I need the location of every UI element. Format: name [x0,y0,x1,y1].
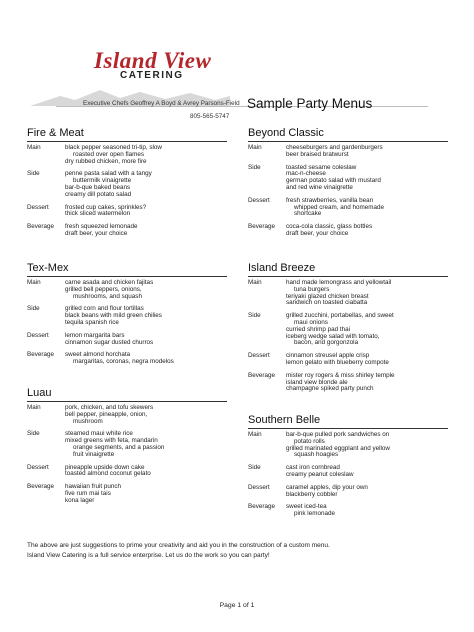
menu-category: Beverage [27,483,54,491]
menu-item: mushroom [73,417,103,425]
menu-row [27,280,227,300]
menu-category: Beverage [248,223,275,231]
section-rows [27,280,227,366]
menu-item: cheeseburgers and gardenburgers [286,144,383,151]
menu-items [286,432,448,459]
menu-items [286,198,448,218]
menu-item: buttermilk vinaigrette [73,177,132,185]
menu-item: fresh squeezed lemonade [65,223,138,231]
menu-row [27,333,227,347]
menu-row [248,165,448,192]
menu-items [286,145,448,159]
menu-row [27,431,227,458]
menu-category: Side [248,163,261,171]
menu-row [27,171,227,198]
menu-items [65,352,227,366]
menu-category: Dessert [248,352,270,360]
section-rows [27,145,227,238]
menu-items [65,405,227,425]
menu-item: sweet iced-tea [286,503,327,511]
menu-items [286,373,448,393]
section-title: Fire & Meat [27,127,227,142]
section-luau [27,387,227,505]
menu-item: carne asada and chicken fajitas [65,279,154,286]
menu-item: bell pepper, pineapple, onion, [65,410,148,418]
section-rows [248,280,448,393]
menu-row [248,145,448,159]
menu-item: bar-b-que pulled pork sandwiches on [286,431,390,438]
menu-item: grilled bell peppers, onions, [65,285,142,293]
chefs-line: Executive Chefs Geoffrey A Boyd & Avrey Parsons-Field [83,100,240,107]
footer-line-1: The above are just suggestions to prime your creativity and aid you in the construction of a custom menu. [27,542,330,549]
menu-category: Main [248,431,262,438]
menu-row [248,353,448,367]
menu-item: black beans with mild green chilies [65,312,162,320]
menu-item: coca-cola classic, glass bottles [286,223,373,231]
menu-item: mac-n-cheese [286,170,326,178]
menu-items [65,224,227,238]
menu-item: orange segments, and a passion [73,443,165,451]
menu-category: Dessert [248,483,270,491]
menu-item: and red wine vinaigrette [286,183,353,191]
menu-item: roasted over open flames [73,150,145,158]
menu-category: Beverage [248,503,275,511]
menu-category: Dessert [27,331,49,339]
menu-item: beer braised bratwurst [286,150,349,158]
menu-item: mister roy rogers & miss shirley temple [286,371,395,379]
menu-item: creamy peanut coleslaw [286,470,354,478]
menu-item: frosted cup cakes, sprinkles? [65,203,147,211]
menu-item: kona lager [65,496,95,504]
menu-items [65,306,227,326]
menu-item: grilled zucchini, portabellas, and sweet [286,312,394,320]
menu-item: hand made lemongrass and yellowtail [286,279,392,286]
menu-category: Main [248,144,262,151]
menu-items [286,224,448,238]
menu-category: Side [27,430,40,438]
menu-item: potato rolls [294,437,325,445]
menu-item: penne pasta salad with a tangy [65,170,152,178]
menu-item: grilled corn and flour tortillas [65,305,144,313]
menu-item: curried shrimp pad thai [286,325,351,333]
menu-item: whipped cream, and homemade [294,203,384,211]
section-southern-belle [248,414,448,518]
menu-item: toasted sesame coleslaw [286,163,357,171]
section-tex-mex [27,262,227,366]
menu-item: lemon margarita bars [65,331,125,339]
menu-row [27,224,227,238]
menu-item: maui onions [294,318,328,326]
section-island-breeze [248,262,448,393]
menu-item: lemon gelato with blueberry compote [286,358,389,366]
menu-items [286,353,448,367]
menu-item: cinnamon sugar dusted churros [65,338,154,346]
menu-row [248,198,448,218]
menu-item: pork, chicken, and tofu skewers [65,404,154,411]
menu-item: blackberry cobbler [286,490,338,498]
menu-category: Main [27,404,41,411]
menu-row [27,352,227,366]
menu-row [248,504,448,518]
menu-item: steamed maui white rice [65,430,133,438]
menu-category: Main [27,144,41,151]
menu-item: mushrooms, and squash [73,292,142,300]
menu-category: Side [248,464,261,472]
menu-item: grilled marinated eggplant and yellow [286,444,390,452]
menu-row [248,373,448,393]
phone-number: 805-565-5747 [190,113,230,120]
menu-category: Side [27,305,40,313]
menu-items [286,465,448,479]
menu-item: black pepper seasoned tri-tip, slow [65,144,162,151]
menu-item: bacon, and gorgonzola [294,339,359,347]
menu-item: hawaiian fruit punch [65,483,122,491]
menu-row [248,485,448,499]
menu-category: Beverage [248,371,275,379]
menu-row [248,432,448,459]
menu-item: caramel apples, dip your own [286,483,368,491]
menu-row [248,313,448,347]
menu-category: Main [248,279,262,286]
page-number: Page 1 of 1 [219,602,255,609]
menu-category: Beverage [27,351,54,359]
menu-items [65,431,227,458]
menu-category: Beverage [27,223,54,231]
menu-category: Dessert [248,196,270,204]
footer-line-2: Island View Catering is a full service enterprise. Let us do the work so you can party! [27,552,270,559]
menu-items [65,205,227,219]
menu-row [248,224,448,238]
menu-item: fresh strawberries, vanilla bean [286,196,374,204]
menu-item: five rum mai tais [65,489,111,497]
menu-item: teriyaki glazed chicken breast [286,292,369,300]
menu-items [65,171,227,198]
section-fire-meat [27,127,227,238]
menu-item: tuna burgers [294,285,330,293]
menu-item: draft beer, your choice [286,229,349,237]
menu-items [286,504,448,518]
section-rows [248,145,448,238]
section-title: Southern Belle [248,414,448,429]
footer-note [27,541,330,561]
menu-category: Main [27,279,41,286]
menu-item: tequila spanish rice [65,318,119,326]
menu-item: margaritas, coronas, negra modelos [73,358,174,366]
menu-item: creamy dill potato salad [65,190,132,198]
menu-row [27,405,227,425]
menu-item: champagne spiked party punch [286,385,374,393]
section-title: Luau [27,387,227,402]
menu-items [286,485,448,499]
menu-row [27,145,227,165]
menu-item: sweet almond horchata [65,351,131,359]
menu-item: german potato salad with mustard [286,177,381,185]
menu-item: island view blonde ale [286,378,348,386]
section-title: Tex-Mex [27,262,227,277]
page-title: Sample Party Menus [247,96,373,111]
menu-category: Dessert [27,203,49,211]
menu-row [27,484,227,504]
menu-items [65,484,227,504]
section-rows [248,432,448,518]
menu-items [65,145,227,165]
menu-item: fruit vinaigrette [73,450,115,458]
menu-category: Dessert [27,463,49,471]
menu-row [248,280,448,307]
menu-item: mixed greens with feta, mandarin [65,437,158,445]
menu-item: sandwich on toasted ciabatta [286,299,368,307]
menu-items [286,280,448,307]
menu-item: dry rubbed chicken, more fire [65,157,147,165]
menu-row [27,205,227,219]
section-title: Beyond Classic [248,127,448,142]
menu-item: draft beer, your choice [65,229,128,237]
menu-item: iceberg wedge salad with tomato, [286,332,380,340]
menu-item: squash hoagies [294,451,339,459]
menu-item: toasted almond coconut gelato [65,470,151,478]
menu-items [65,333,227,347]
section-title: Island Breeze [248,262,448,277]
menu-row [248,465,448,479]
menu-items [65,280,227,300]
logo-name: Island View [94,48,212,73]
menu-items [286,313,448,347]
menu-item: shortcake [294,210,322,218]
menu-item: pineapple upside down cake [65,463,145,471]
menu-row [27,465,227,479]
menu-item: pink lemonade [294,510,335,518]
menu-items [65,465,227,479]
menu-category: Side [27,170,40,178]
menu-item: thick sliced watermelon [65,210,131,218]
menu-row [27,306,227,326]
menu-item: cinnamon streusel apple crisp [286,352,370,360]
logo-sub: CATERING [120,70,184,81]
menu-item: cast iron cornbread [286,464,340,472]
menu-items [286,165,448,192]
section-beyond-classic [248,127,448,238]
menu-item: bar-b-que baked beans [65,183,131,191]
menu-category: Side [248,312,261,320]
section-rows [27,405,227,505]
